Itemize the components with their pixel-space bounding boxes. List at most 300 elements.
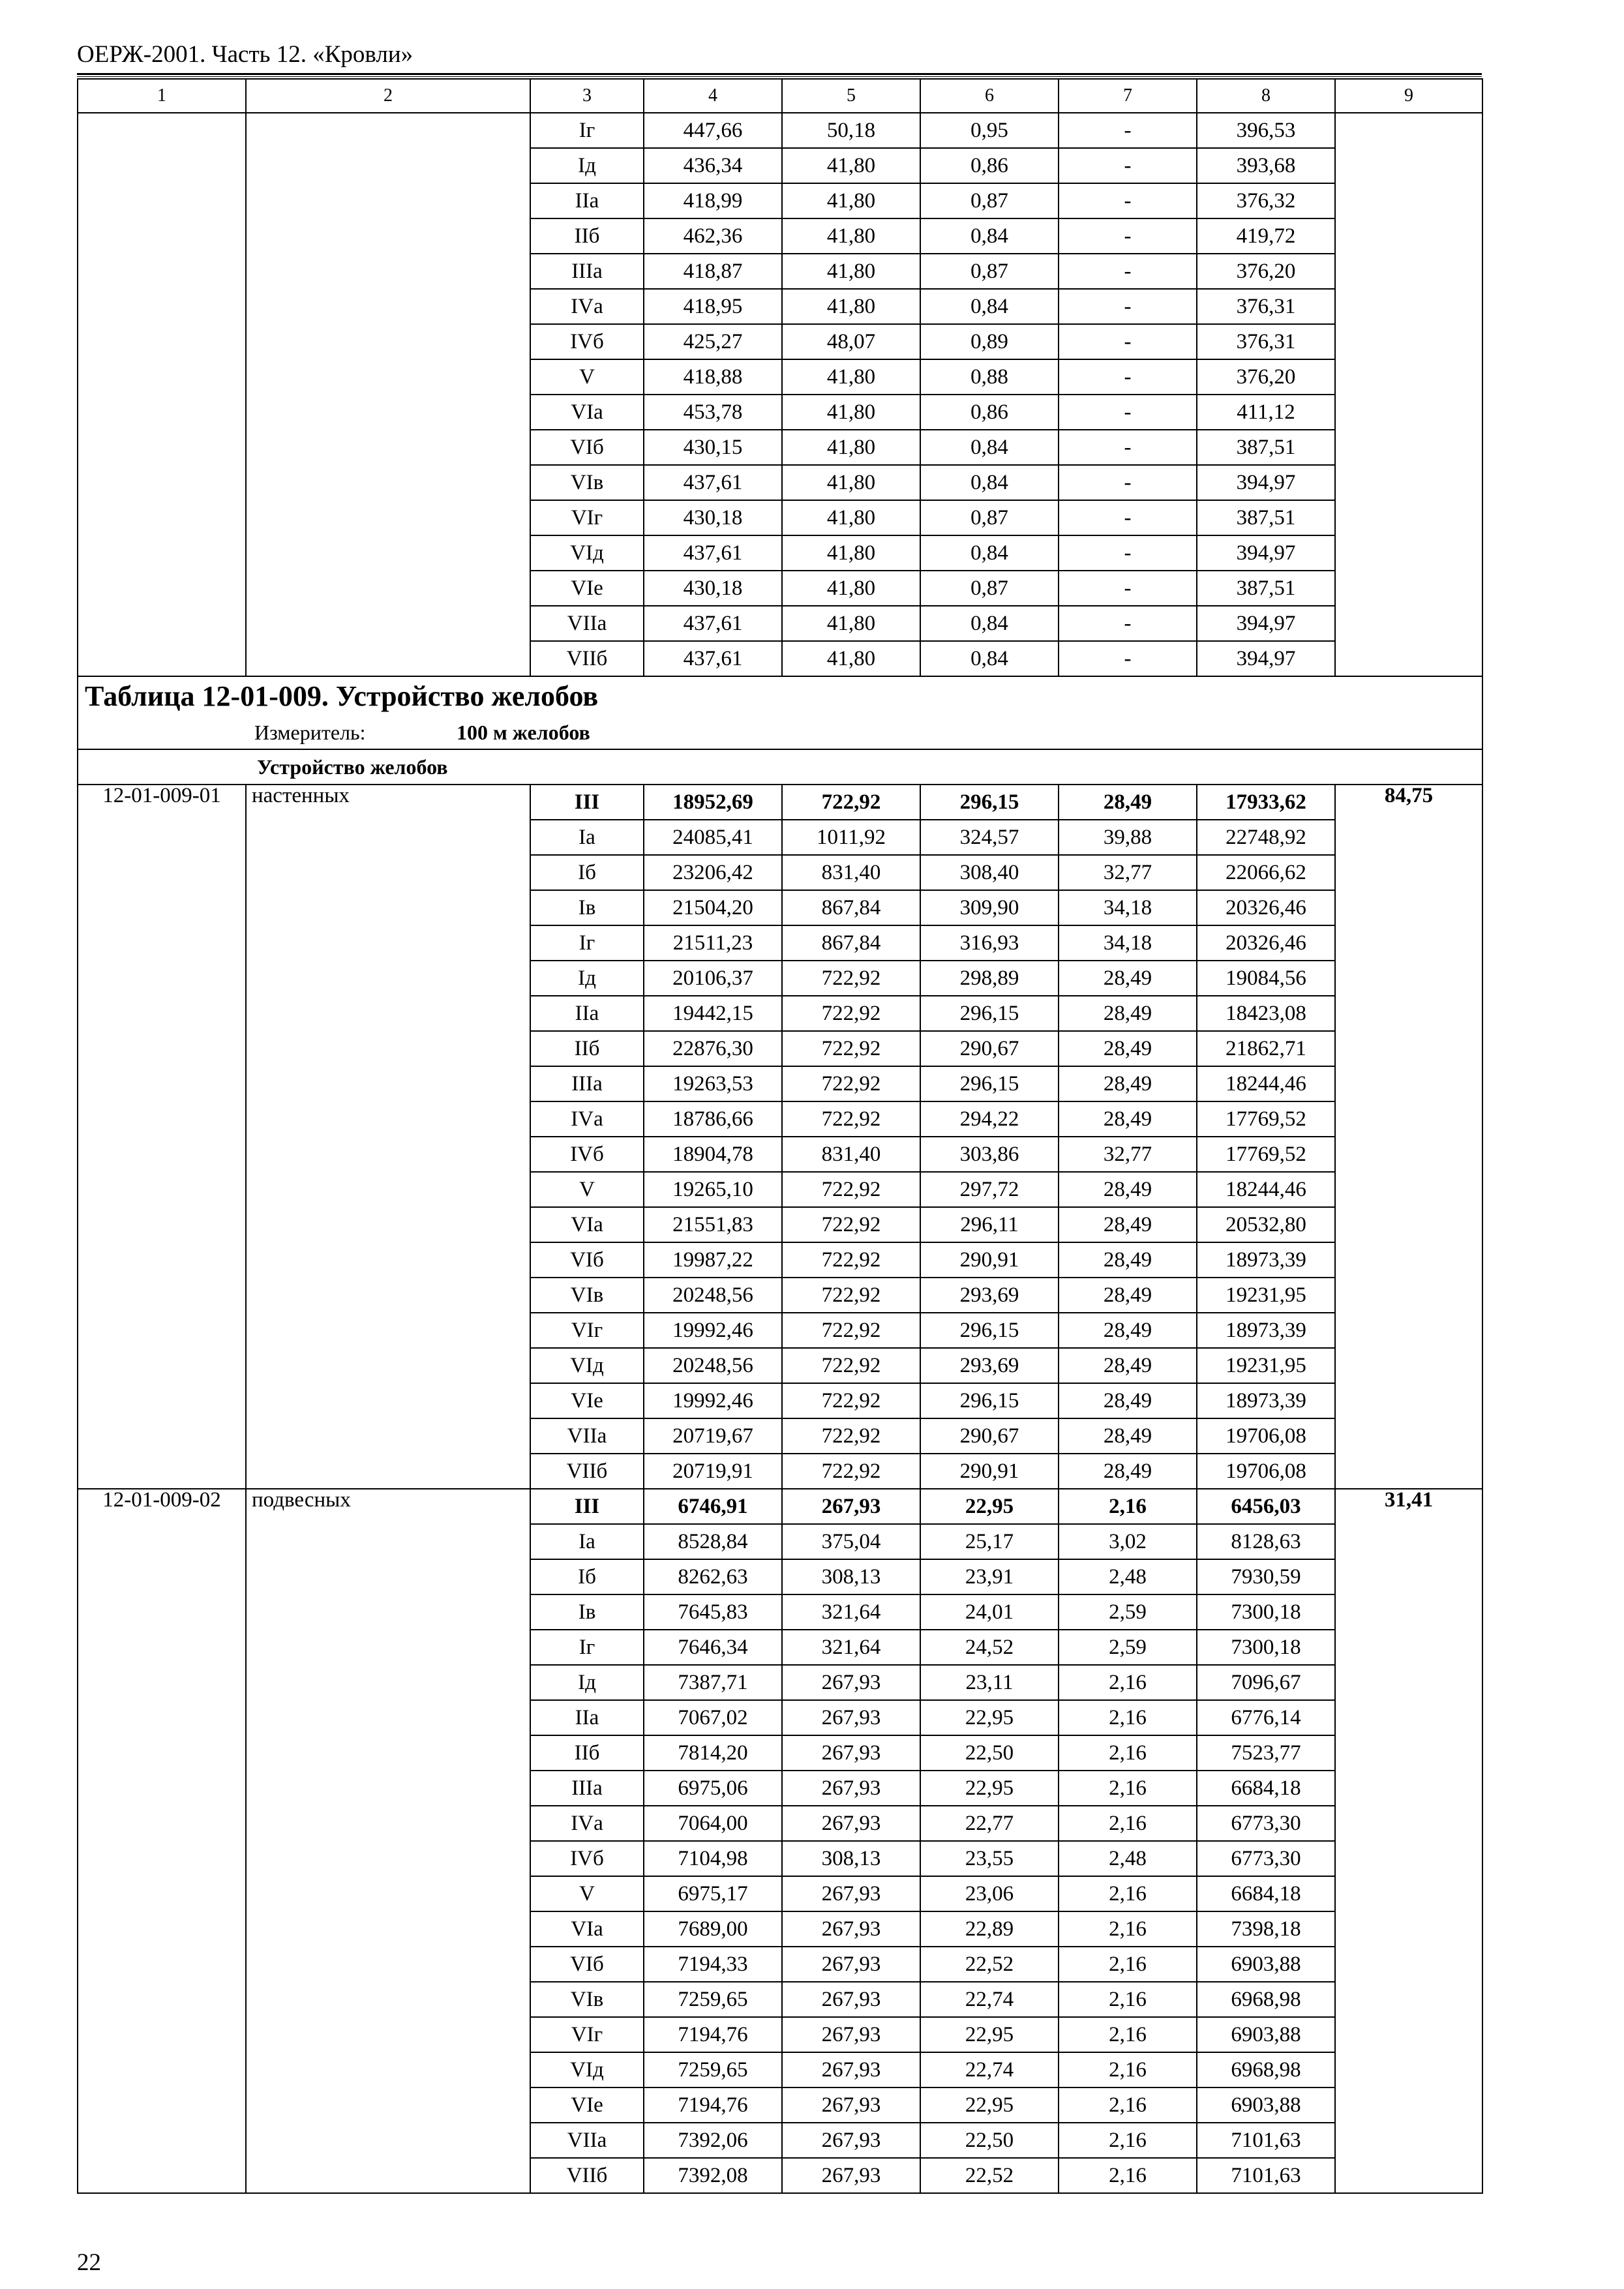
table-cell: 0,87 [920, 571, 1059, 606]
table-cell: VIе [530, 2087, 644, 2123]
table-cell: 41,80 [782, 254, 920, 289]
table-cell: 430,18 [644, 571, 782, 606]
table-cell: IIб [530, 1735, 644, 1771]
table-cell: - [1059, 641, 1197, 676]
table-cell: 722,92 [782, 1418, 920, 1454]
table-cell: 6773,30 [1197, 1841, 1335, 1876]
extra-cell [1335, 113, 1482, 676]
table-cell: 722,92 [782, 1207, 920, 1242]
table-cell: - [1059, 500, 1197, 535]
table-cell: 267,93 [782, 1489, 920, 1524]
table-cell: 722,92 [782, 1383, 920, 1418]
table-cell: VIб [530, 430, 644, 465]
table-cell: VIIб [530, 641, 644, 676]
table-cell: Iг [530, 925, 644, 961]
table-cell: 41,80 [782, 465, 920, 500]
table-cell: 0,84 [920, 465, 1059, 500]
table-cell: 722,92 [782, 1278, 920, 1313]
table-cell: 6903,88 [1197, 2087, 1335, 2123]
table-cell: 6773,30 [1197, 1806, 1335, 1841]
table-cell: 2,16 [1059, 1735, 1197, 1771]
table-cell: 20326,46 [1197, 890, 1335, 925]
table-cell: Iг [530, 113, 644, 148]
table-cell: 393,68 [1197, 148, 1335, 183]
table-cell: 18973,39 [1197, 1313, 1335, 1348]
table-cell: 28,49 [1059, 1207, 1197, 1242]
table-cell: 267,93 [782, 2017, 920, 2052]
table-cell: 7101,63 [1197, 2158, 1335, 2193]
table-cell: 394,97 [1197, 465, 1335, 500]
table-row [78, 113, 1482, 148]
table-cell: 411,12 [1197, 395, 1335, 430]
table-cell: 0,84 [920, 641, 1059, 676]
table-cell: 387,51 [1197, 500, 1335, 535]
column-number: 9 [1335, 79, 1482, 113]
table-cell: - [1059, 218, 1197, 254]
table-cell: 7067,02 [644, 1700, 782, 1735]
table-cell: IVа [530, 1101, 644, 1137]
table-cell: VIг [530, 2017, 644, 2052]
table-cell: 32,77 [1059, 1137, 1197, 1172]
table-cell: Iг [530, 1630, 644, 1665]
table-cell: VIг [530, 500, 644, 535]
table-cell: 22,74 [920, 2052, 1059, 2087]
table-cell: Iд [530, 961, 644, 996]
table-cell: 34,18 [1059, 925, 1197, 961]
extra-cell: 84,75 [1335, 785, 1482, 1489]
table-cell: 437,61 [644, 465, 782, 500]
table-cell: 0,89 [920, 324, 1059, 359]
table-cell: 7194,76 [644, 2017, 782, 2052]
table-cell: 267,93 [782, 1911, 920, 1947]
table-cell: 7064,00 [644, 1806, 782, 1841]
table-cell: 419,72 [1197, 218, 1335, 254]
table-cell: 267,93 [782, 1982, 920, 2017]
table-cell: VIа [530, 1207, 644, 1242]
column-number: 3 [530, 79, 644, 113]
table-cell: - [1059, 289, 1197, 324]
table-cell: 447,66 [644, 113, 782, 148]
table-cell: V [530, 359, 644, 395]
table-cell: Iа [530, 820, 644, 855]
table-cell: 25,17 [920, 1524, 1059, 1559]
table-cell: 267,93 [782, 1947, 920, 1982]
table-cell: - [1059, 148, 1197, 183]
table-cell: 296,15 [920, 1383, 1059, 1418]
table-cell: 722,92 [782, 961, 920, 996]
table-title: Таблица 12-01-009. Устройство желобов [78, 676, 1482, 716]
table-cell: 6456,03 [1197, 1489, 1335, 1524]
table-cell: 22,50 [920, 2123, 1059, 2158]
table-cell: 18952,69 [644, 785, 782, 820]
table-cell: 22,95 [920, 1700, 1059, 1735]
table-cell: 48,07 [782, 324, 920, 359]
table-cell: - [1059, 571, 1197, 606]
table-cell: 376,31 [1197, 289, 1335, 324]
table-cell: 2,16 [1059, 1771, 1197, 1806]
table-cell: 324,57 [920, 820, 1059, 855]
table-cell: 2,16 [1059, 1876, 1197, 1911]
table-cell: 267,93 [782, 1771, 920, 1806]
table-cell: 19231,95 [1197, 1278, 1335, 1313]
table-cell: VIд [530, 1348, 644, 1383]
table-cell: 34,18 [1059, 890, 1197, 925]
table-cell: 28,49 [1059, 1066, 1197, 1101]
code-cell: 12-01-009-02 [78, 1489, 246, 2193]
table-cell: 6903,88 [1197, 1947, 1335, 1982]
table-cell: 22,95 [920, 2017, 1059, 2052]
table-cell: 18904,78 [644, 1137, 782, 1172]
table-cell: 2,16 [1059, 1489, 1197, 1524]
table-cell: IIа [530, 183, 644, 218]
table-cell: V [530, 1876, 644, 1911]
table-cell: 418,99 [644, 183, 782, 218]
table-cell: 308,13 [782, 1559, 920, 1594]
table-cell: 22,74 [920, 1982, 1059, 2017]
table-cell: 437,61 [644, 535, 782, 571]
table-cell: 296,11 [920, 1207, 1059, 1242]
table-cell: 316,93 [920, 925, 1059, 961]
table-cell: 436,34 [644, 148, 782, 183]
table-cell: 20248,56 [644, 1278, 782, 1313]
table-cell: IVа [530, 289, 644, 324]
table-cell: Iд [530, 1665, 644, 1700]
table-cell: 267,93 [782, 1735, 920, 1771]
table-cell: 722,92 [782, 1031, 920, 1066]
table-cell: VIв [530, 1982, 644, 2017]
table-cell: 28,49 [1059, 996, 1197, 1031]
table-cell: 19265,10 [644, 1172, 782, 1207]
table-cell: 24,52 [920, 1630, 1059, 1665]
table-cell: VIб [530, 1242, 644, 1278]
table-cell: 23206,42 [644, 855, 782, 890]
table-cell: 296,15 [920, 1066, 1059, 1101]
table-cell: 437,61 [644, 641, 782, 676]
table-cell: 303,86 [920, 1137, 1059, 1172]
table-cell: 308,13 [782, 1841, 920, 1876]
table-cell: 722,92 [782, 996, 920, 1031]
code-cell [78, 113, 246, 676]
table-cell: 296,15 [920, 1313, 1059, 1348]
table-cell: 418,88 [644, 359, 782, 395]
table-cell: 418,95 [644, 289, 782, 324]
table-cell: 0,86 [920, 395, 1059, 430]
table-cell: 3,02 [1059, 1524, 1197, 1559]
table-cell: 19442,15 [644, 996, 782, 1031]
table-cell: 20719,67 [644, 1418, 782, 1454]
table-cell: 21551,83 [644, 1207, 782, 1242]
column-number: 8 [1197, 79, 1335, 113]
table-cell: 2,16 [1059, 1911, 1197, 1947]
table-cell: 19706,08 [1197, 1418, 1335, 1454]
table-cell: 1011,92 [782, 820, 920, 855]
table-cell: 0,95 [920, 113, 1059, 148]
table-cell: 8262,63 [644, 1559, 782, 1594]
table-cell: VIв [530, 1278, 644, 1313]
table-cell: V [530, 1172, 644, 1207]
table-cell: 20719,91 [644, 1454, 782, 1489]
table-cell: 722,92 [782, 1101, 920, 1137]
table-cell: 19263,53 [644, 1066, 782, 1101]
table-cell: - [1059, 395, 1197, 430]
table-cell: 2,16 [1059, 2087, 1197, 2123]
table-cell: 294,22 [920, 1101, 1059, 1137]
table-cell: 321,64 [782, 1630, 920, 1665]
table-cell: 267,93 [782, 2052, 920, 2087]
table-cell: 722,92 [782, 1242, 920, 1278]
table-cell: 28,49 [1059, 785, 1197, 820]
table-cell: Iд [530, 148, 644, 183]
page-number: 22 [77, 2249, 101, 2276]
table-cell: 309,90 [920, 890, 1059, 925]
table-cell: VIIа [530, 2123, 644, 2158]
table-cell: - [1059, 254, 1197, 289]
table-cell: 41,80 [782, 395, 920, 430]
table-cell: 867,84 [782, 890, 920, 925]
table-cell: 831,40 [782, 1137, 920, 1172]
table-cell: 7259,65 [644, 2052, 782, 2087]
table-cell: 6746,91 [644, 1489, 782, 1524]
table-cell: 6903,88 [1197, 2017, 1335, 2052]
table-cell: 267,93 [782, 2087, 920, 2123]
table-cell: 41,80 [782, 641, 920, 676]
table-cell: - [1059, 113, 1197, 148]
table-cell: 2,16 [1059, 2017, 1197, 2052]
table-cell: 41,80 [782, 430, 920, 465]
table-cell: 831,40 [782, 855, 920, 890]
rates-table [77, 78, 1483, 2194]
table-cell: 2,48 [1059, 1841, 1197, 1876]
table-cell: IIIа [530, 1771, 644, 1806]
table-cell: - [1059, 606, 1197, 641]
table-cell: 0,87 [920, 183, 1059, 218]
column-number: 1 [78, 79, 246, 113]
table-cell: 18423,08 [1197, 996, 1335, 1031]
table-cell: 8128,63 [1197, 1524, 1335, 1559]
table-cell: 267,93 [782, 2158, 920, 2193]
table-cell: 50,18 [782, 113, 920, 148]
table-cell: 28,49 [1059, 1031, 1197, 1066]
table-cell: 296,15 [920, 996, 1059, 1031]
table-cell: 290,67 [920, 1418, 1059, 1454]
table-cell: Iа [530, 1524, 644, 1559]
column-number-row [78, 79, 1482, 113]
table-cell: 17769,52 [1197, 1101, 1335, 1137]
table-cell: 19231,95 [1197, 1348, 1335, 1383]
table-cell: 430,18 [644, 500, 782, 535]
table-cell: 41,80 [782, 606, 920, 641]
table-cell: 394,97 [1197, 535, 1335, 571]
table-cell: III [530, 785, 644, 820]
table-cell: 18973,39 [1197, 1242, 1335, 1278]
table-cell: IVб [530, 1841, 644, 1876]
extra-cell: 31,41 [1335, 1489, 1482, 2193]
table-cell: 7645,83 [644, 1594, 782, 1630]
table-cell: 7259,65 [644, 1982, 782, 2017]
table-cell: 7392,08 [644, 2158, 782, 2193]
unit-row [78, 716, 1482, 749]
table-cell: IIб [530, 1031, 644, 1066]
table-cell: 418,87 [644, 254, 782, 289]
table-cell: 290,67 [920, 1031, 1059, 1066]
table-cell: 6975,06 [644, 1771, 782, 1806]
table-cell: 20248,56 [644, 1348, 782, 1383]
table-cell: 24085,41 [644, 820, 782, 855]
table-cell: 7689,00 [644, 1911, 782, 1947]
table-cell: 41,80 [782, 500, 920, 535]
table-cell: 2,16 [1059, 2123, 1197, 2158]
table-cell: VIIб [530, 1454, 644, 1489]
table-cell: 17769,52 [1197, 1137, 1335, 1172]
table-cell: 7096,67 [1197, 1665, 1335, 1700]
table-cell: 28,49 [1059, 1101, 1197, 1137]
table-cell: 376,32 [1197, 183, 1335, 218]
code-cell: 12-01-009-01 [78, 785, 246, 1489]
table-cell: 8528,84 [644, 1524, 782, 1559]
table-cell: 7300,18 [1197, 1630, 1335, 1665]
table-cell: 7398,18 [1197, 1911, 1335, 1947]
table-cell: 21504,20 [644, 890, 782, 925]
table-cell: 0,84 [920, 289, 1059, 324]
table-cell: 722,92 [782, 785, 920, 820]
table-cell: VIд [530, 535, 644, 571]
table-row [78, 1489, 1482, 1524]
table-cell: 267,93 [782, 1806, 920, 1841]
table-cell: 7194,33 [644, 1947, 782, 1982]
name-cell: настенных [246, 785, 530, 1489]
table-cell: VIв [530, 465, 644, 500]
table-cell: 7814,20 [644, 1735, 782, 1771]
table-cell: 28,49 [1059, 1348, 1197, 1383]
table-cell: 290,91 [920, 1454, 1059, 1489]
table-cell: 6968,98 [1197, 1982, 1335, 2017]
table-cell: IVб [530, 1137, 644, 1172]
table-cell: 298,89 [920, 961, 1059, 996]
table-cell: 2,16 [1059, 2158, 1197, 2193]
table-cell: 0,88 [920, 359, 1059, 395]
table-cell: 7194,76 [644, 2087, 782, 2123]
table-cell: 17933,62 [1197, 785, 1335, 820]
table-cell: 28,49 [1059, 961, 1197, 996]
table-cell: VIа [530, 395, 644, 430]
column-number: 6 [920, 79, 1059, 113]
table-cell: 308,40 [920, 855, 1059, 890]
unit-cell [78, 716, 1482, 749]
table-cell: 20106,37 [644, 961, 782, 996]
table-cell: 6968,98 [1197, 2052, 1335, 2087]
table-cell: 22,50 [920, 1735, 1059, 1771]
table-cell: 7392,06 [644, 2123, 782, 2158]
table-cell: IIа [530, 1700, 644, 1735]
table-cell: 6684,18 [1197, 1771, 1335, 1806]
table-cell: 0,84 [920, 606, 1059, 641]
table-cell: 28,49 [1059, 1418, 1197, 1454]
table-cell: 18973,39 [1197, 1383, 1335, 1418]
column-number: 2 [246, 79, 530, 113]
table-cell: IIIа [530, 254, 644, 289]
table-cell: 18244,46 [1197, 1172, 1335, 1207]
table-cell: 2,16 [1059, 1665, 1197, 1700]
table-cell: 376,31 [1197, 324, 1335, 359]
section-title: Устройство желобов [78, 749, 1482, 785]
unit-value: 100 м желобов [457, 721, 590, 744]
table-cell: 20532,80 [1197, 1207, 1335, 1242]
table-cell: VIIб [530, 2158, 644, 2193]
name-cell: подвесных [246, 1489, 530, 2193]
table-cell: 7387,71 [644, 1665, 782, 1700]
table-cell: 0,87 [920, 500, 1059, 535]
table-cell: IIа [530, 996, 644, 1031]
table-caption-row [78, 676, 1482, 716]
table-cell: 437,61 [644, 606, 782, 641]
table-cell: 321,64 [782, 1594, 920, 1630]
table-cell: 6776,14 [1197, 1700, 1335, 1735]
table-cell: VIб [530, 1947, 644, 1982]
table-cell: 430,15 [644, 430, 782, 465]
table-cell: Iв [530, 890, 644, 925]
table-cell: VIе [530, 1383, 644, 1418]
table-cell: 293,69 [920, 1348, 1059, 1383]
table-cell: 22066,62 [1197, 855, 1335, 890]
table-cell: 387,51 [1197, 571, 1335, 606]
table-cell: 0,84 [920, 218, 1059, 254]
table-cell: 18244,46 [1197, 1066, 1335, 1101]
table-cell: VIIа [530, 606, 644, 641]
table-cell: - [1059, 465, 1197, 500]
table-cell: 41,80 [782, 535, 920, 571]
table-cell: 23,55 [920, 1841, 1059, 1876]
table-cell: 2,16 [1059, 1982, 1197, 2017]
table-cell: 462,36 [644, 218, 782, 254]
table-cell: 24,01 [920, 1594, 1059, 1630]
table-cell: III [530, 1489, 644, 1524]
table-cell: 19992,46 [644, 1313, 782, 1348]
table-cell: 867,84 [782, 925, 920, 961]
table-cell: 2,59 [1059, 1594, 1197, 1630]
table-cell: 41,80 [782, 289, 920, 324]
table-cell: 296,15 [920, 785, 1059, 820]
table-cell: VIIа [530, 1418, 644, 1454]
table-cell: 394,97 [1197, 641, 1335, 676]
table-cell: Iв [530, 1594, 644, 1630]
table-cell: 0,86 [920, 148, 1059, 183]
table-cell: 22,95 [920, 2087, 1059, 2123]
table-cell: 22,52 [920, 2158, 1059, 2193]
table-cell: 22,95 [920, 1489, 1059, 1524]
table-cell: 22748,92 [1197, 820, 1335, 855]
table-cell: 28,49 [1059, 1313, 1197, 1348]
table-cell: 290,91 [920, 1242, 1059, 1278]
table-cell: 267,93 [782, 1665, 920, 1700]
table-cell: 7930,59 [1197, 1559, 1335, 1594]
table-cell: 2,16 [1059, 2052, 1197, 2087]
table-cell: 297,72 [920, 1172, 1059, 1207]
table-cell: 2,59 [1059, 1630, 1197, 1665]
table-cell: 28,49 [1059, 1172, 1197, 1207]
table-cell: 41,80 [782, 359, 920, 395]
table-cell: VIа [530, 1911, 644, 1947]
table-cell: VIг [530, 1313, 644, 1348]
table-cell: 39,88 [1059, 820, 1197, 855]
table-cell: 19706,08 [1197, 1454, 1335, 1489]
table-cell: 22,77 [920, 1806, 1059, 1841]
table-cell: 0,84 [920, 535, 1059, 571]
table-cell: 396,53 [1197, 113, 1335, 148]
table-cell: 722,92 [782, 1348, 920, 1383]
table-cell: 19987,22 [644, 1242, 782, 1278]
table-cell: 2,48 [1059, 1559, 1197, 1594]
unit-label: Измеритель: [254, 721, 366, 744]
